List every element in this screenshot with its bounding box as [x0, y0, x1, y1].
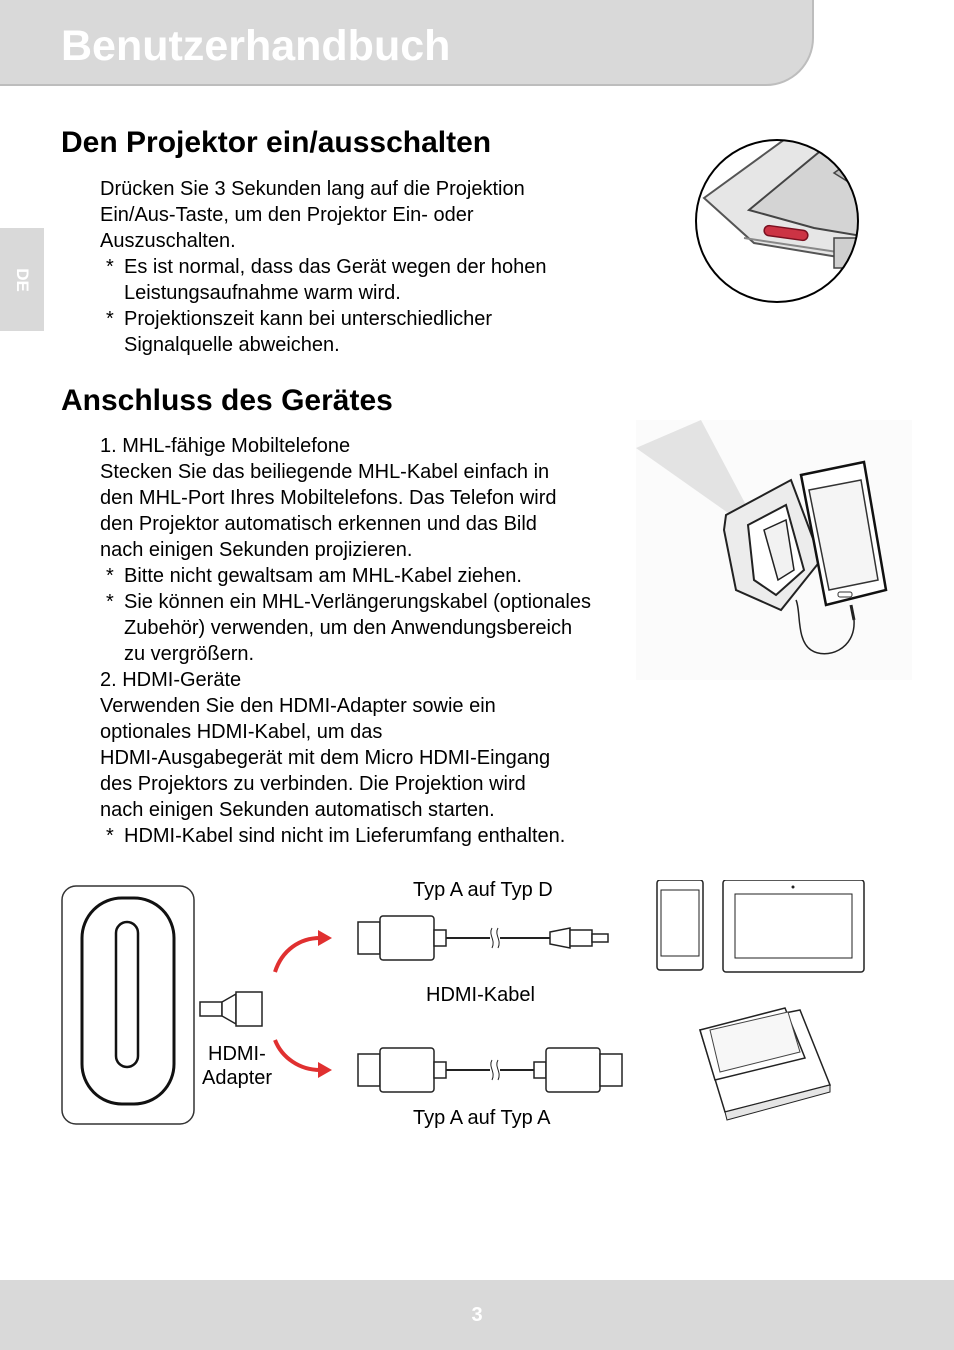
label-hdmi-adapter-line2: Adapter [202, 1067, 273, 1089]
text-line: Verwenden Sie den HDMI-Adapter sowie ein [100, 695, 496, 717]
label-hdmi-adapter-line1: HDMI- [208, 1043, 266, 1065]
label-type-a-to-a: Typ A auf Typ A [413, 1107, 551, 1129]
text-line: Zubehör) verwenden, um den Anwendungsbereich [124, 617, 573, 639]
text-line: des Projektors zu verbinden. Die Projektion wird [100, 773, 526, 795]
note-item [100, 563, 591, 589]
text-line: Leistungsaufnahme warm wird. [124, 282, 401, 304]
projector-phone-illustration [636, 420, 912, 680]
power-instructions [100, 176, 546, 358]
text-line: 2. HDMI-Geräte [100, 669, 242, 691]
header-title: Benutzerhandbuch [61, 22, 451, 70]
section-heading-connection: Anschluss des Gerätes [61, 384, 393, 417]
text-line: nach einigen Sekunden automatisch starten. [100, 799, 495, 821]
note-item [100, 823, 591, 849]
text-line: * Sie können ein MHL-Verlängerungskabel (optionales [124, 591, 591, 613]
language-tab-label: DE [13, 267, 32, 292]
text-line: den Projektor automatisch erkennen und das Bild [100, 513, 537, 535]
text-line: * Bitte nicht gewaltsam am MHL-Kabel ziehen. [124, 565, 522, 587]
text-line: * Projektionszeit kann bei unterschiedlicher [124, 308, 492, 330]
note-item [100, 589, 591, 667]
text-line: * HDMI-Kabel sind nicht im Lieferumfang enthalten. [124, 825, 566, 847]
text-line: nach einigen Sekunden projizieren. [100, 539, 413, 561]
label-hdmi-cable: HDMI-Kabel [426, 984, 535, 1006]
power-button-illustration [694, 128, 860, 318]
section-heading-power: Den Projektor ein/ausschalten [61, 126, 492, 159]
page-number: 3 [471, 1304, 483, 1326]
text-line: Signalquelle abweichen. [124, 334, 340, 356]
connection-instructions [100, 433, 591, 849]
text-line: HDMI-Ausgabegerät mit dem Micro HDMI-Eingang [100, 747, 551, 769]
text-line: Auszuschalten. [100, 230, 236, 252]
text-line: Stecken Sie das beiliegende MHL-Kabel einfach in [100, 461, 550, 483]
page-footer [0, 1280, 954, 1350]
text-line: Drücken Sie 3 Sekunden lang auf die Projektion [100, 178, 525, 200]
text-line: optionales HDMI-Kabel, um das [100, 721, 383, 743]
text-line: zu vergrößern. [124, 643, 255, 665]
text-line: den MHL-Port Ihres Mobiltelefons. Das Telefon wird [100, 487, 557, 509]
text-line: Ein/Aus-Taste, um den Projektor Ein- oder [100, 204, 474, 226]
page-header [0, 0, 814, 86]
text-line: * Es ist normal, dass das Gerät wegen der hohen [124, 256, 547, 278]
note-item [100, 306, 546, 358]
language-tab [0, 228, 44, 331]
note-item [100, 254, 546, 306]
text-line: 1. MHL-fähige Mobiltelefone [100, 435, 351, 457]
label-type-a-to-d: Typ A auf Typ D [413, 879, 553, 901]
